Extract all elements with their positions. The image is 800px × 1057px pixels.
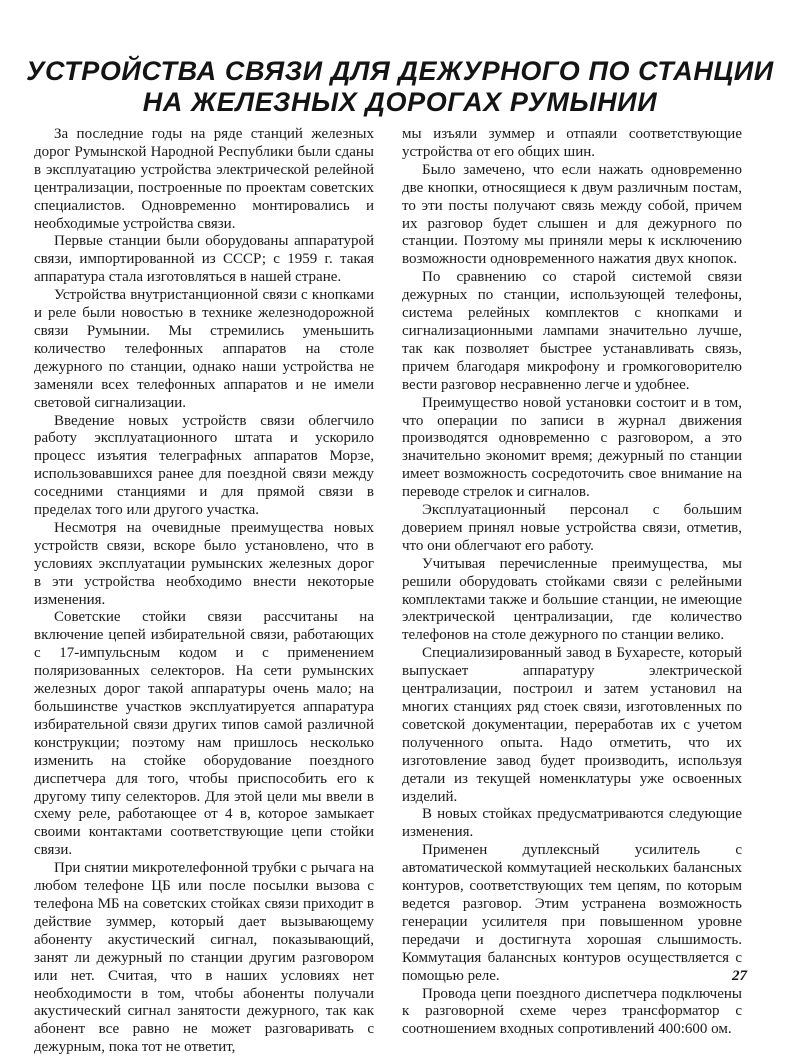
paragraph: Введение новых устройств связи облегчило работу эксплуатационного штата и ускорило процесс изъятия телеграфных аппаратов Морзе, использовавшихся ранее для поездной связи между соседними станциями и для прямой связи в пределах того или другого участка. <box>34 412 374 519</box>
paragraph: При снятии микротелефонной трубки с рычага на любом телефоне ЦБ или после посылки вызова с телефона МБ на советских стойках связи приходит в действие зуммер, который дает вызывающему абоненту акустический сигнал, показывающий, занят ли дежурный по станции другим разговором или нет. Считая, что в наших условиях нет необходимости в том, чтобы абоненты получали акустический сигнал занятости дежурного, так как абонент все равно не может разговаривать с дежурным, пока тот не ответит, <box>34 860 374 1056</box>
paragraph: Провода цепи поездного диспетчера подключены к разговорной схеме через трансформатор с соотношением входных сопротивлений 400:600 ом. <box>402 985 742 1038</box>
page-number: 27 <box>732 968 747 984</box>
paragraph: Несмотря на очевидные преимущества новых устройств связи, вскоре было установлено, что в условиях эксплуатации румынских железных дорог в эти устройства необходимо внести некоторые изменения. <box>34 519 374 608</box>
paragraph: Преимущество новой установки состоит и в том, что операции по записи в журнал движения производятся одновременно с разговором, а это значительно экономит время; дежурный по станции имеет возможность сосредоточить свое внимание на переводе стрелок и сигналов. <box>402 394 742 501</box>
paragraph: По сравнению со старой системой связи дежурных по станции, использующей телефоны, система релейных комплектов с кнопками и сигнализационными лампами значительно лучше, так как позволяет быстрее устанавливать связь, причем благодаря микрофону и громкоговорителю вести разговор несравненно легче и удобнее. <box>402 269 742 393</box>
paragraph: Специализированный завод в Бухаресте, который выпускает аппаратуру электрической централизации, построил и затем установил на многих станциях ряд стоек связи, изготовленных по советской документации, переработав их с учетом полученного опыта. Надо отметить, что их изготовление завод будет производить, используя детали из текущей номенклатуры уже освоенных изделий. <box>402 645 742 805</box>
paragraph: Эксплуатационный персонал с большим доверием принял новые устройства связи, отметив, что они облегчают его работу. <box>402 502 742 554</box>
paragraph: Советские стойки связи рассчитаны на включение цепей избирательной связи, работающих с 17-импульсным кодом и с применением поляризованных селекторов. На сети румынских железных дорог такой аппаратуры очень мало; на большинстве участков эксплуатируется аппаратура избирательной связи других типов самой различной конструкции; поэтому нам пришлось несколько изменить на стойке оборудование поездного диспетчера для того, чтобы приспособить его к другому типу селекторов. Для этой цели мы ввели в схему реле, работающее от 4 в, которое замыкает своими контактами соответствующие цепи стойки связи. <box>34 609 374 859</box>
title-line-1: УСТРОЙСТВА СВЯЗИ ДЛЯ ДЕЖУРНОГО ПО СТАНЦИИ <box>26 56 774 86</box>
paragraph: Было замечено, что если нажать одновременно две кнопки, относящиеся к двум различным постам, то эти посты получают связь между собой, причем их разговор будет слышен и для дежурного по станции. Поэтому мы приняли меры к исключению возможности одновременного нажатия двух кнопок. <box>402 161 742 268</box>
paragraph: Применен дуплексный усилитель с автоматической коммутацией нескольких балансных контуров, соответствующих тем цепям, по которым ведется разговор. Этим устранена возможность генерации усилителя при повышенном уровне передачи и достигнута хорошая слышимость. Коммутация балансных контуров осуществляется с помощью реле. <box>402 842 742 984</box>
title-line-2: НА ЖЕЛЕЗНЫХ ДОРОГАХ РУМЫНИИ <box>142 87 658 117</box>
paragraph: За последние годы на ряде станций железных дорог Румынской Народной Республики были сданы в эксплуатацию устройства электрической релейной централизации, построенные по проектам советских специалистов. Одновременно монтировались и необходимые устройства связи. <box>34 126 374 232</box>
paragraph: Первые станции были оборудованы аппаратурой связи, импортированной из СССР; с 1959 г. такая аппаратура стала изготовляться в нашей стране. <box>34 233 374 286</box>
left-column <box>34 126 374 1057</box>
paragraph-continued: мы изъяли зуммер и отпаяли соответствующие устройства от его общих шин. <box>402 126 742 160</box>
paragraph: В новых стойках предусматриваются следующие изменения. <box>402 806 742 841</box>
right-column <box>402 126 742 1039</box>
paragraph: Устройства внутристанционной связи с кнопками и реле были новостью в технике железнодорожной связи Румынии. Мы стремились уменьшить количество телефонных аппаратов на столе дежурного по станции, однако наши устройства не заменяли всех телефонных аппаратов и не имели световой сигнализации. <box>34 287 374 411</box>
article-title <box>0 56 800 118</box>
paragraph: Учитывая перечисленные преимущества, мы решили оборудовать стойками связи с релейными комплектами также и большие станции, не имеющие электрической централизации, где количество телефонов на столе дежурного по станции велико. <box>402 555 742 644</box>
